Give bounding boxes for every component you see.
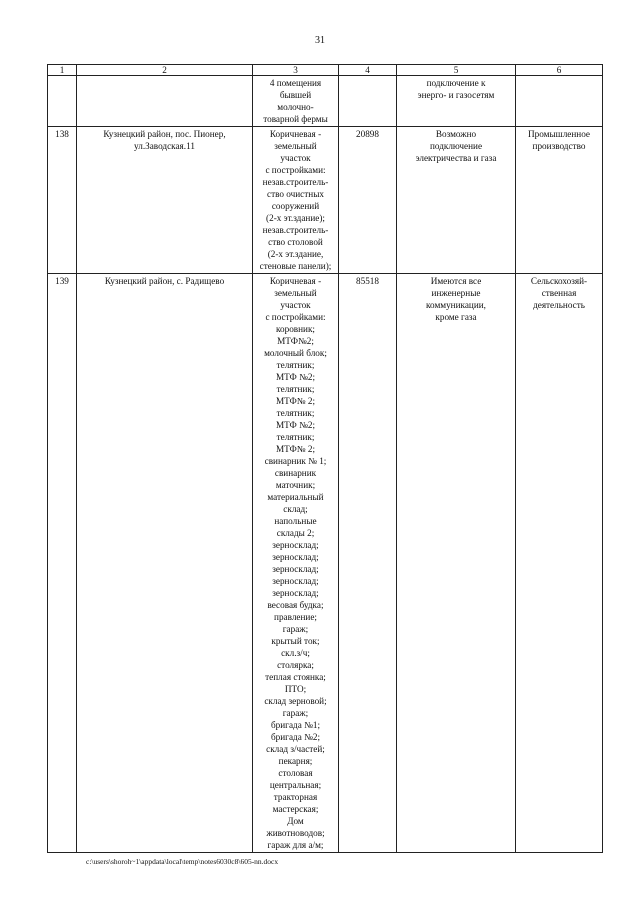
cell-line: весовая будка;	[267, 600, 324, 610]
cell-line: инженерные	[431, 288, 481, 298]
cell-line: (2-х эт.здание);	[266, 213, 325, 223]
cell-line: тракторная	[273, 792, 318, 802]
page-number: 31	[315, 35, 325, 46]
cell-num	[48, 76, 77, 127]
cell-line: кроме газа	[435, 312, 477, 322]
cell-line: с постройками:	[265, 312, 326, 322]
cell-line: незав.строитель-	[262, 177, 329, 187]
cell-line: свинарник № 1;	[264, 456, 327, 466]
cell-line: молочно-	[277, 102, 314, 112]
cell-line: МТФ№2;	[277, 336, 314, 346]
cell-line: телятник;	[276, 408, 315, 418]
cell-line: Кузнецкий район, пос. Пионер,	[103, 129, 226, 139]
cell-line: правление;	[274, 612, 317, 622]
cell-line: склады 2;	[276, 528, 315, 538]
cell-num: 138	[48, 127, 77, 274]
table-row	[48, 274, 603, 853]
cell-line: бывшей	[279, 90, 312, 100]
cell-line: столярка;	[277, 660, 314, 670]
cell-line: молочный блок;	[264, 348, 327, 358]
cell-line: МТФ №2;	[275, 372, 316, 382]
cell-line: подключение	[429, 141, 483, 151]
cell-line: Сельскохозяй-	[530, 276, 588, 286]
footer-file-path: c:\users\shoroh~1\appdata\local\temp\notes6030c8\605-nn.docx	[86, 857, 279, 866]
cell-line: напольные	[274, 516, 317, 526]
cell-line: товарной фермы	[263, 114, 328, 124]
cell-line: сооружений	[271, 201, 320, 211]
cell-object	[253, 76, 339, 127]
cell-line: Имеются все	[430, 276, 482, 286]
cell-line: гараж для а/м;	[267, 840, 324, 850]
cell-line: зерносклад;	[272, 564, 319, 574]
cell-line: земельный	[274, 141, 317, 151]
cell-area: 20898	[339, 127, 397, 274]
cell-communications	[397, 76, 516, 127]
cell-line: свинарник	[274, 468, 317, 478]
cell-line: Промышленное	[528, 129, 590, 139]
cell-line: электричества и газа	[415, 153, 497, 163]
table-row	[48, 127, 603, 274]
cell-line: зерносклад;	[272, 540, 319, 550]
cell-line: зерносклад;	[272, 588, 319, 598]
table-row	[48, 76, 603, 127]
cell-address	[77, 76, 253, 127]
cell-line: склад з/частей;	[266, 744, 325, 754]
cell-line: Кузнецкий район, с. Радищево	[104, 276, 225, 286]
cell-line: стеновые панели);	[259, 261, 332, 271]
cell-object	[253, 274, 339, 853]
cell-line: бригада №1;	[271, 720, 320, 730]
cell-object	[253, 127, 339, 274]
cell-line: Возможно	[435, 129, 477, 139]
cell-line: телятник;	[276, 360, 315, 370]
cell-line: скл.з/ч;	[281, 648, 310, 658]
cell-line: ственная	[541, 288, 577, 298]
cell-communications	[397, 127, 516, 274]
cell-num: 139	[48, 274, 77, 853]
cell-line: склад зерновой;	[264, 696, 327, 706]
cell-line: мастерская;	[272, 804, 319, 814]
cell-address	[77, 274, 253, 853]
cell-line: МТФ №2;	[275, 420, 316, 430]
cell-line: ство очистных	[267, 189, 324, 199]
cell-line: склад;	[283, 504, 308, 514]
cell-line: гараж;	[282, 624, 309, 634]
cell-line: коровник;	[276, 324, 315, 334]
header-cell: 6	[516, 65, 603, 76]
cell-line: ПТО;	[284, 684, 307, 694]
objects-table	[47, 64, 603, 853]
cell-line: деятельность	[533, 300, 585, 310]
cell-line: ул.Заводская.11	[134, 141, 195, 151]
cell-line: теплая стоянка;	[265, 672, 326, 682]
cell-area	[339, 76, 397, 127]
cell-line: с постройками:	[265, 165, 326, 175]
cell-line: коммуникации,	[426, 300, 486, 310]
cell-line: пекарня;	[278, 756, 313, 766]
cell-communications	[397, 274, 516, 853]
cell-line: центральная;	[269, 780, 322, 790]
cell-purpose	[516, 274, 603, 853]
cell-line: Дом	[287, 816, 304, 826]
cell-line: ство столовой	[268, 237, 323, 247]
cell-line: незав.строитель-	[262, 225, 329, 235]
cell-line: МТФ№ 2;	[275, 396, 316, 406]
header-cell: 3	[253, 65, 339, 76]
header-cell: 1	[48, 65, 77, 76]
cell-line: Коричневая -	[269, 276, 322, 286]
cell-purpose	[516, 76, 603, 127]
cell-line: МТФ№ 2;	[275, 444, 316, 454]
cell-line: животноводов;	[266, 828, 325, 838]
cell-area: 85518	[339, 274, 397, 853]
cell-line: телятник;	[276, 384, 315, 394]
cell-line: крытый ток;	[271, 636, 320, 646]
cell-line: участок	[280, 153, 311, 163]
cell-line: бригада №2;	[271, 732, 320, 742]
header-cell: 5	[397, 65, 516, 76]
cell-address	[77, 127, 253, 274]
cell-line: производство	[532, 141, 586, 151]
cell-line: материальный	[267, 492, 324, 502]
cell-line: энерго- и газосетям	[417, 90, 495, 100]
cell-line: телятник;	[276, 432, 315, 442]
cell-line: земельный	[274, 288, 317, 298]
cell-line: столовая	[278, 768, 313, 778]
header-cell: 4	[339, 65, 397, 76]
cell-line: зерносклад;	[272, 552, 319, 562]
cell-line: зерносклад;	[272, 576, 319, 586]
cell-line: 4 помещения	[269, 78, 322, 88]
cell-line: маточник;	[275, 480, 316, 490]
cell-line: Коричневая -	[269, 129, 322, 139]
cell-line: (2-х эт.здание,	[267, 249, 324, 259]
cell-purpose	[516, 127, 603, 274]
cell-line: участок	[280, 300, 311, 310]
cell-line: гараж;	[282, 708, 309, 718]
table-header-row	[48, 65, 603, 76]
header-cell: 2	[77, 65, 253, 76]
cell-line: подключение к	[426, 78, 486, 88]
